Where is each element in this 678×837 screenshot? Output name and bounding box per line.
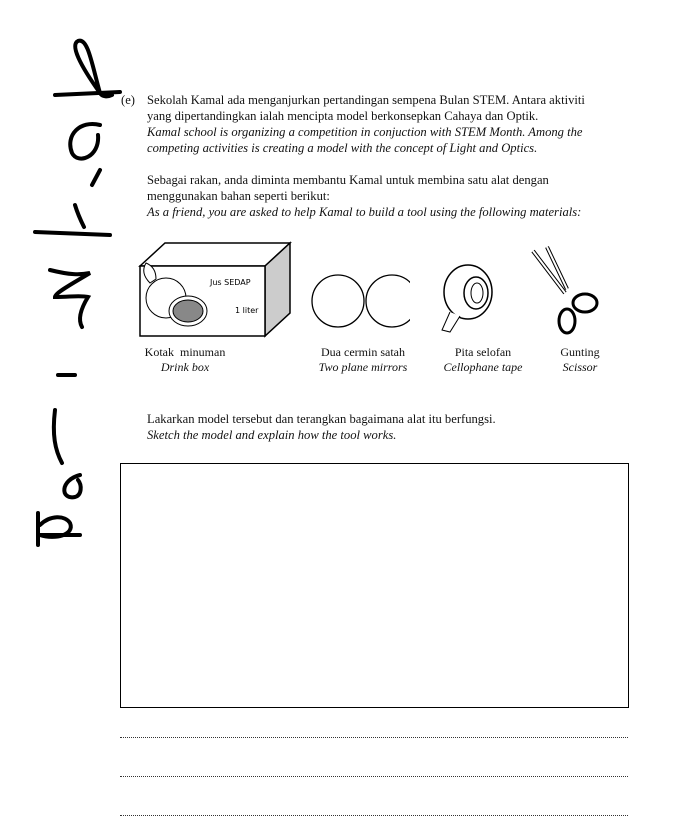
drink-box-icon — [130, 238, 295, 338]
material-ms-label: Dua cermin satah — [321, 345, 405, 359]
material-en-label: Drink box — [160, 360, 210, 374]
sketch-answer-box[interactable] — [120, 463, 629, 708]
material-en-label: Two plane mirrors — [318, 360, 408, 374]
material-en-label: Cellophane tape — [443, 360, 523, 374]
material-drink-box — [125, 345, 245, 375]
mirrors-icon — [310, 270, 410, 330]
answer-line-2[interactable] — [120, 776, 628, 777]
intro-en-2: competing activities is creating a model with the concept of Light and Optics. — [147, 141, 538, 155]
intro-ms-1: Sekolah Kamal ada menganjurkan pertandingan sempena Bulan STEM. Antara aktiviti — [147, 93, 585, 107]
answer-line-1[interactable] — [120, 737, 628, 738]
task-ms-1: Sebagai rakan, anda diminta membantu Kamal untuk membina satu alat dengan — [147, 173, 549, 187]
material-en-label: Scissor — [562, 360, 598, 374]
instruction-en: Sketch the model and explain how the tool works. — [147, 428, 397, 442]
question-number: (e) — [121, 93, 135, 107]
handwritten-annotation — [20, 35, 130, 585]
task-ms-2: menggunakan bahan seperti berikut: — [147, 189, 330, 203]
answer-line-3[interactable] — [120, 815, 628, 816]
material-ms-label: Gunting — [560, 345, 600, 359]
intro-en-1: Kamal school is organizing a competition in conjuction with STEM Month. Among the — [147, 125, 583, 139]
tape-icon — [438, 262, 498, 340]
intro-ms-2: yang dipertandingkan ialah mencipta model berkonsepkan Cahaya dan Optik. — [147, 109, 539, 123]
box-brand: Jus SEDAP — [210, 278, 251, 287]
material-mirrors — [303, 345, 423, 375]
box-volume: 1 liter — [235, 306, 259, 315]
instruction-ms: Lakarkan model tersebut dan terangkan bagaimana alat itu berfungsi. — [147, 412, 496, 426]
material-scissors — [520, 345, 640, 375]
task-en: As a friend, you are asked to help Kamal to build a tool using the following materials: — [147, 205, 582, 219]
scissors-icon — [525, 245, 605, 335]
material-ms-label: Pita selofan — [454, 345, 512, 359]
material-ms-label: Kotak minuman — [144, 345, 226, 359]
